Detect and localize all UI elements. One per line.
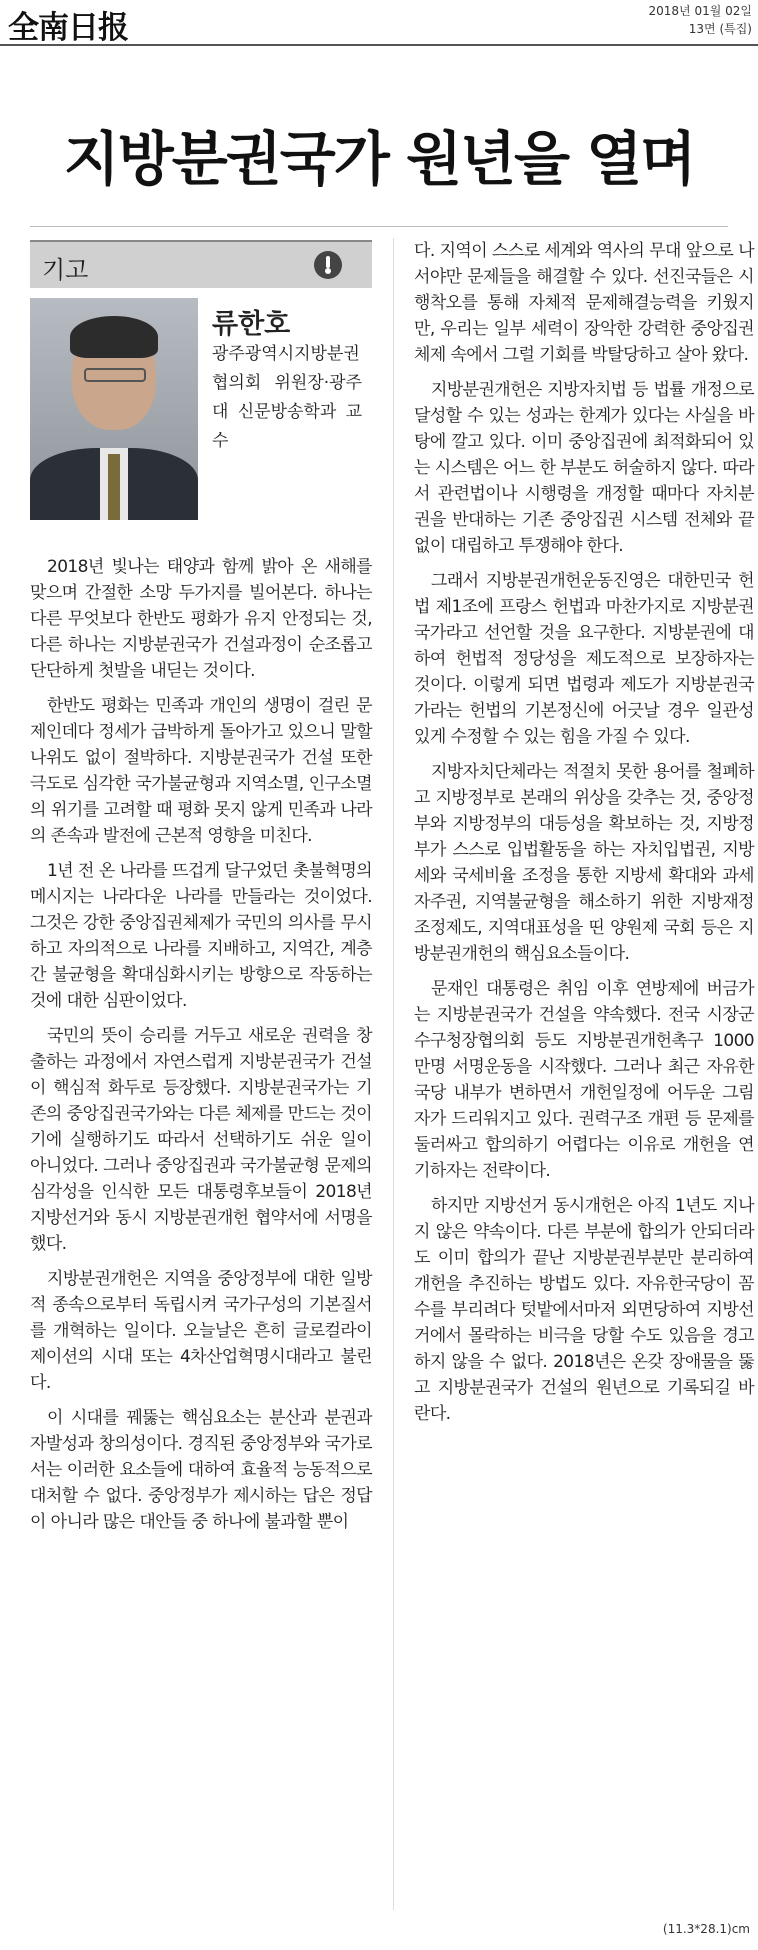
paragraph: 한반도 평화는 민족과 개인의 생명이 걸린 문제인데다 정세가 급박하게 돌아가고 있으니 말할 나위도 없이 절박하다. 지방분권국가 건설 또한 극도로 심각한 국가불균형과 지역소멸, 인구소멸의 위기를 고려할 때 평화 못지 않게 민족과 나라의 존속과 발전에 근본적 영향을 미친다. [30,696,372,846]
author-block [30,298,372,534]
author-photo [30,298,198,520]
paragraph: 지방자치단체라는 적절치 못한 용어를 철폐하고 지방정부로 본래의 위상을 갖추는 것, 중앙정부와 지방정부의 대등성을 확보하는 것, 지방정부가 스스로 입법활동을 하는 자치입법권, 지방세와 국세비율 조정을 통한 지방세 확대와 과세자주권, 지역불균형을 해소하기 위한 지방재정조정제도, 지역대표성을 띤 양원제 국회 등은 지방분권개헌의 핵심요소들이다. [414,762,754,964]
paragraph: 이 시대를 꿰뚫는 핵심요소는 분산과 분권과 자발성과 창의성이다. 경직된 중앙정부와 국가로서는 이러한 요소들에 대하여 효율적 능동적으로 대처할 수 없다. 중앙정부가 제시하는 답은 정답이 아니라 많은 대안들 중 하나에 불과할 뿐이 [30,1408,372,1532]
paragraph: 그래서 지방분권개헌운동진영은 대한민국 헌법 제1조에 프랑스 헌법과 마찬가지로 지방분권국가라고 선언할 것을 요구한다. 지방분권에 대하여 헌법적 정당성을 제도적으로 보장하자는 것이다. 이렇게 되면 법령과 제도가 지방분권국가라는 헌법의 기본정신에 어긋날 경우 일관성있게 수정할 수 있는 힘을 가질 수 있다. [414,571,754,747]
paragraph: 하지만 지방선거 동시개헌은 아직 1년도 지나지 않은 약속이다. 다른 부분에 합의가 안되더라도 이미 합의가 끝난 지방분권부분만 분리하여 개헌을 추진하는 방법도 있다. 자유한국당이 꼼수를 부리려다 텃밭에서마저 외면당하여 지방선거에서 몰락하는 비극을 당할 수도 있음을 경고하지 않을 수 없다. 2018년은 온갖 장애물을 뚫고 지방분권국가 건설의 원년으로 기록되길 바란다. [414,1196,754,1424]
column-divider [393,238,394,1910]
section-label: 기고 [42,256,89,284]
author-title: 광주광역시지방분권협의회 위원장·광주대 신문방송학과 교수 [212,344,362,451]
page-number: 13면 (특집) [688,22,752,36]
paragraph: 2018년 빛나는 태양과 함께 밝아 온 새해를 맞으며 간절한 소망 두가지를 빌어본다. 하나는 다른 무엇보다 한반도 평화가 유지 안정되는 것, 다른 하나는 지방분권국가 건설과정이 순조롭고 단단하게 첫발을 내딛는 것이다. [30,557,372,681]
article-column-2 [414,238,754,1436]
paragraph: 지방분권개헌은 지방자치법 등 법률 개정으로 달성할 수 있는 성과는 한계가 있다는 사실을 바탕에 깔고 있다. 이미 중앙집권에 최적화되어 있는 시스템은 어느 한 부분도 허술하지 않다. 따라서 관련법이나 시행령을 개정할 때마다 자치분권을 반대하는 기존 중앙집권 시스템 전체와 끝없이 대립하고 투쟁해야 한다. [414,380,754,556]
author-name: 류한호 [212,309,291,340]
paragraph: 국민의 뜻이 승리를 거두고 새로운 권력을 창출하는 과정에서 자연스럽게 지방분권국가 건설이 핵심적 화두로 등장했다. 지방분권국가는 기존의 중앙집권국가와는 다른 체제를 만드는 것이기에 실행하기도 따라서 선택하기도 쉬운 일이 아니었다. 그러나 중앙집권과 국가불균형 문제의 심각성을 인식한 모든 대통령후보들이 2018년 지방선거와 동시 지방분권개헌 협약서에 서명을 했다. [30,1026,372,1254]
newspaper-logo: 全南日报 [8,10,128,46]
article-headline: 지방분권국가 원년을 열며 [63,125,695,193]
article-column-1 [30,240,372,1544]
issue-date: 2018년 01월 02일 [648,4,752,18]
paragraph: 지방분권개헌은 지역을 중앙정부에 대한 일방적 종속으로부터 독립시켜 국가구성의 기본질서를 개혁하는 일이다. 오늘날은 흔히 글로컬라이제이션의 시대 또는 4차산업혁명시대라고 불린다. [30,1269,372,1393]
pen-nib-icon [314,251,342,279]
column-1-text [30,554,372,1535]
masthead [0,0,758,46]
clipping-size: (11.3*28.1)cm [662,1922,750,1936]
section-bar [30,240,372,288]
paragraph: 문재인 대통령은 취임 이후 연방제에 버금가는 지방분권국가 건설을 약속했다. 전국 시장군수구청장협의회 등도 지방분권개헌촉구 1000만명 서명운동을 시작했다. 그러나 최근 자유한국당 내부가 변하면서 개헌일정에 어두운 그림자가 드리워지고 있다. 권력구조 개편 등 문제를 둘러싸고 합의하기 어렵다는 이유로 개헌을 연기하자는 전략이다. [414,979,754,1181]
headline-rule [30,226,728,227]
issue-meta [649,2,752,38]
paragraph: 다. 지역이 스스로 세계와 역사의 무대 앞으로 나서야만 문제들을 해결할 수 있다. 선진국들은 시행착오를 통해 자체적 문제해결능력을 키웠지만, 우리는 일부 세력이 장악한 강력한 중앙집권체제 속에서 그럴 기회를 박탈당하고 살아 왔다. [414,241,754,365]
paragraph: 1년 전 온 나라를 뜨겁게 달구었던 촛불혁명의 메시지는 나라다운 나라를 만들라는 것이었다. 그것은 강한 중앙집권체제가 국민의 의사를 무시하고 자의적으로 나라를 지배하고, 지역간, 계층간 불균형을 확대심화시키는 방향으로 작동하는 것에 대한 심판이었다. [30,861,372,1011]
